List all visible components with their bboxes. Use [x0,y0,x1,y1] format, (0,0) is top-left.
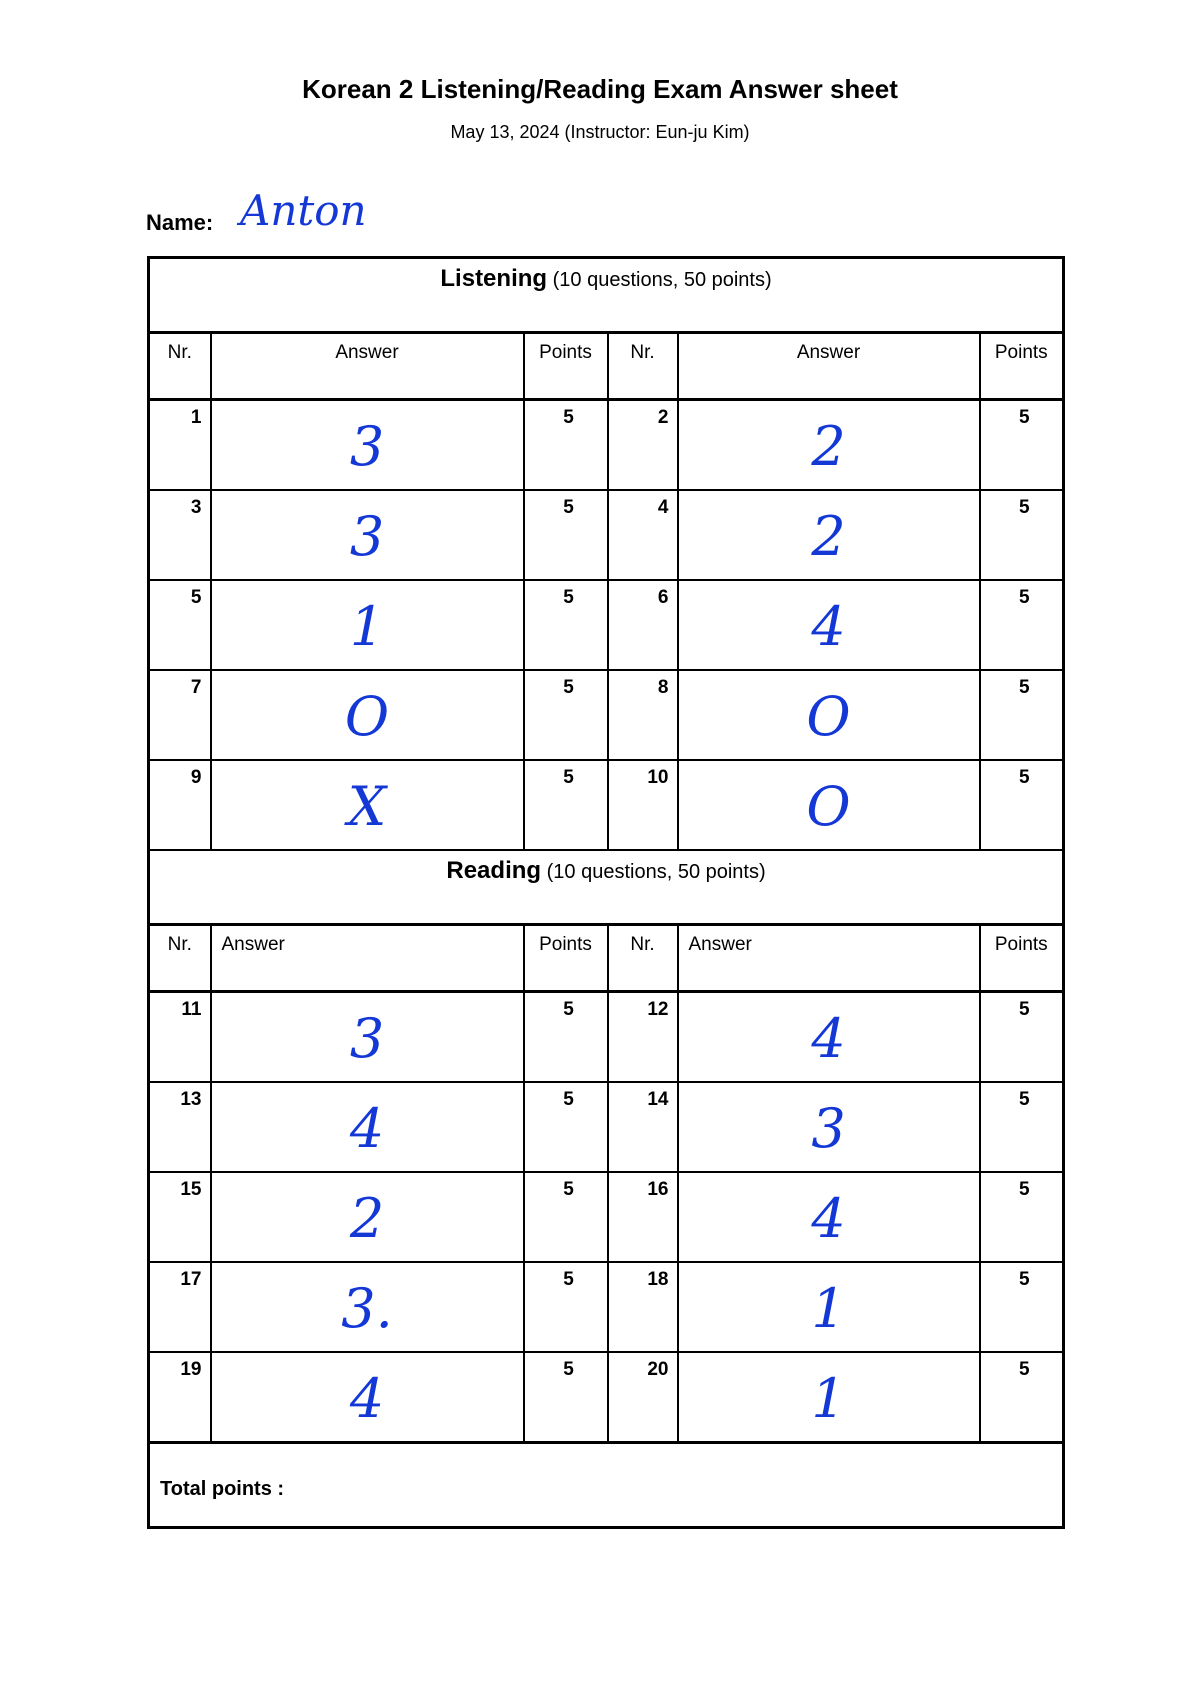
column-points: Points [980,925,1064,992]
handwritten-answer: 1 [349,595,385,658]
question-number: 16 [608,1172,678,1262]
answer-cell [678,1172,980,1262]
handwritten-answer: 1 [811,1367,846,1430]
answer-cell [211,1082,524,1172]
handwritten-name: Anton [240,186,367,235]
question-number: 8 [608,670,678,760]
handwritten-answer: 4 [811,595,846,658]
reading-title: Reading [446,857,542,884]
answer-row [149,580,1064,670]
answer-cell [211,1262,524,1352]
answer-table [147,256,1065,1529]
answer-row [149,490,1064,580]
question-number: 18 [608,1262,678,1352]
reading-header-row [149,850,1064,925]
listening-header [149,258,1064,333]
sheet-title: Korean 2 Listening/Reading Exam Answer sheet [302,74,898,104]
answer-cell [211,992,524,1083]
question-points: 5 [524,760,608,850]
handwritten-answer: 1 [811,1277,846,1340]
question-points: 5 [980,1352,1064,1443]
answer-cell [678,580,980,670]
question-points: 5 [524,1172,608,1262]
listening-section [149,258,1064,851]
question-points: 5 [524,400,608,491]
question-number: 10 [608,760,678,850]
handwritten-answer: 2 [811,505,846,568]
handwritten-answer: X [347,775,387,838]
question-points: 5 [980,670,1064,760]
answer-cell [211,580,524,670]
answer-cell [678,400,980,491]
question-points: 5 [980,400,1064,491]
name-label: Name: [146,210,214,235]
handwritten-answer: 4 [349,1367,385,1430]
total-cell [149,1443,1064,1528]
column-nr: Nr. [149,333,211,400]
handwritten-answer: 2 [811,415,846,478]
question-number: 6 [608,580,678,670]
question-points: 5 [524,1352,608,1443]
handwritten-answer: 3 [349,415,385,478]
handwritten-answer: O [344,685,390,748]
question-points: 5 [524,490,608,580]
handwritten-answer: 4 [811,1187,846,1250]
question-number: 11 [149,992,211,1083]
answer-cell [678,992,980,1083]
sheet-subtitle: May 13, 2024 (Instructor: Eun-ju Kim) [450,122,750,142]
answer-cell [211,1352,524,1443]
answer-cell [211,670,524,760]
listening-title: Listening [440,265,548,292]
answer-cell [211,400,524,491]
column-points: Points [524,925,608,992]
column-answer: Answer [211,333,524,400]
question-number: 9 [149,760,211,850]
total-section [149,1443,1064,1528]
listening-detail: (10 questions, 50 points) [552,269,772,291]
reading-header [149,850,1064,925]
handwritten-answer: 3 [811,1097,846,1160]
handwritten-answer: 2 [349,1187,385,1250]
question-number: 20 [608,1352,678,1443]
answer-row [149,1352,1064,1443]
question-number: 17 [149,1262,211,1352]
handwritten-answer: O [806,775,851,838]
question-points: 5 [980,490,1064,580]
handwritten-answer: 3 [349,505,385,568]
listening-header-row [149,258,1064,333]
question-number: 7 [149,670,211,760]
answer-cell [678,490,980,580]
answer-cell [678,760,980,850]
question-number: 4 [608,490,678,580]
total-row [149,1443,1064,1528]
handwritten-answer: 3. [341,1277,393,1340]
question-number: 1 [149,400,211,491]
column-nr: Nr. [149,925,211,992]
answer-cell [678,1352,980,1443]
answer-cell [211,490,524,580]
question-points: 5 [524,992,608,1083]
reading-detail: (10 questions, 50 points) [546,861,766,883]
handwritten-answer: 4 [349,1097,385,1160]
question-points: 5 [524,1262,608,1352]
question-number: 3 [149,490,211,580]
column-points: Points [980,333,1064,400]
handwritten-answer: O [806,685,851,748]
question-points: 5 [980,992,1064,1083]
column-answer: Answer [678,925,980,992]
question-points: 5 [980,760,1064,850]
reading-section [149,850,1064,1443]
listening-column-header-row [149,333,1064,400]
question-points: 5 [524,580,608,670]
answer-row [149,992,1064,1083]
answer-cell [211,760,524,850]
column-answer: Answer [678,333,980,400]
question-points: 5 [980,1172,1064,1262]
question-points: 5 [980,580,1064,670]
answer-cell [678,670,980,760]
answer-cell [678,1262,980,1352]
question-number: 5 [149,580,211,670]
question-points: 5 [524,670,608,760]
answer-row [149,1172,1064,1262]
column-nr: Nr. [608,925,678,992]
question-number: 13 [149,1082,211,1172]
answer-row [149,400,1064,491]
total-points-label: Total points : [160,1478,285,1500]
answer-row [149,760,1064,850]
question-number: 2 [608,400,678,491]
answer-cell [211,1172,524,1262]
handwritten-answer: 3 [349,1007,385,1070]
column-points: Points [524,333,608,400]
handwritten-answer: 4 [811,1007,846,1070]
question-points: 5 [980,1082,1064,1172]
reading-column-header-row [149,925,1064,992]
answer-row [149,1082,1064,1172]
question-number: 19 [149,1352,211,1443]
column-nr: Nr. [608,333,678,400]
column-answer: Answer [211,925,524,992]
answer-row [149,670,1064,760]
question-points: 5 [980,1262,1064,1352]
answer-row [149,1262,1064,1352]
question-number: 12 [608,992,678,1083]
question-points: 5 [524,1082,608,1172]
question-number: 15 [149,1172,211,1262]
question-number: 14 [608,1082,678,1172]
answer-cell [678,1082,980,1172]
